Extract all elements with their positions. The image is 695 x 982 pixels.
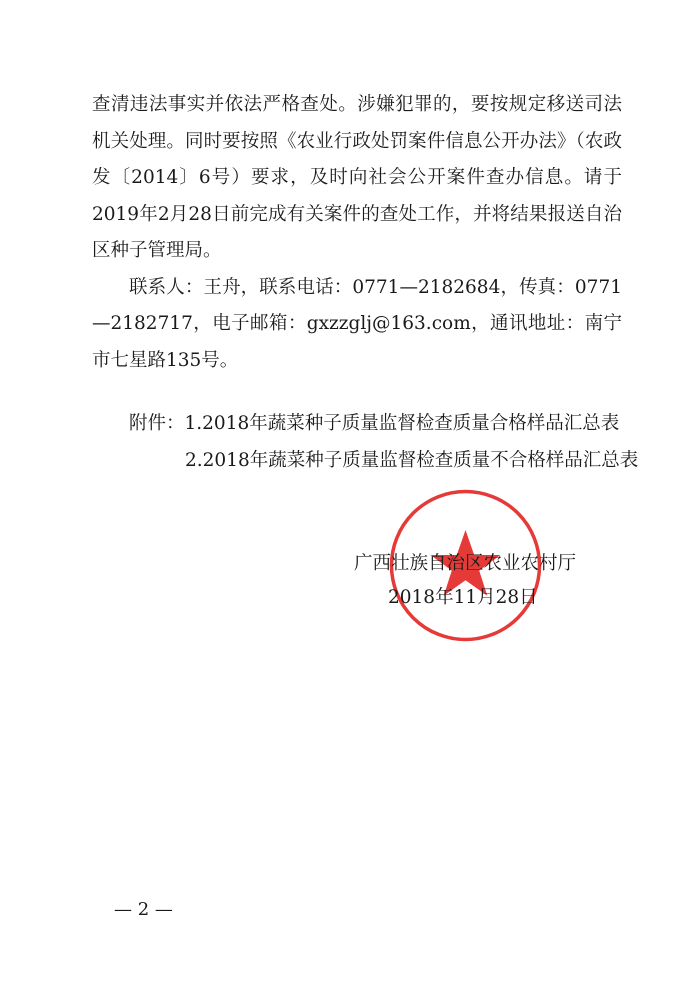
attachments-label: 附件： [129, 413, 185, 434]
signing-organization: 广西壮族自治区农业农村厅 [354, 553, 577, 574]
document-body [92, 87, 622, 379]
page-number: — 2 — [114, 899, 173, 920]
body-paragraph-2: 联系人：王舟，联系电话：0771—2182684，传真：0771—2182717，电子邮箱：gxzzglj@163.com，通讯地址：南宁市七星路135号。 [92, 276, 622, 371]
attachment-row-2 [129, 443, 638, 480]
attachment-item-2: 2.2018年蔬菜种子质量监督检查质量不合格样品汇总表 [185, 449, 639, 471]
body-paragraph-1: 查清违法事实并依法严格查处。涉嫌犯罪的，要按规定移送司法机关处理。同时要按照《农业行政处罚案件信息公开办法》（农政发〔2014〕6号）要求，及时向社会公开案件查办信息。请于2019年2月28日前完成有关案件的查处工作，并将结果报送自治区种子管理局。 [92, 94, 622, 261]
signing-date: 2018年11月28日 [388, 587, 538, 608]
attachment-row-1 [129, 406, 638, 443]
attachment-indent [129, 443, 185, 480]
attachments-section [129, 406, 638, 479]
signature-block [354, 547, 576, 615]
attachment-item-1: 1.2018年蔬菜种子质量监督检查质量合格样品汇总表 [184, 413, 620, 434]
